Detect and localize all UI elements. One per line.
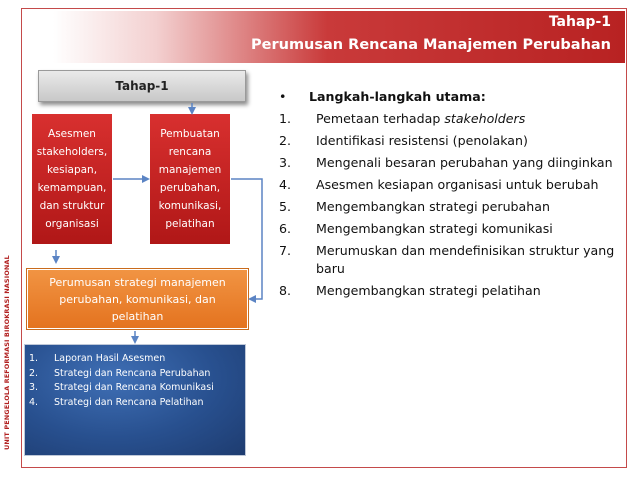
step-number: 1.	[279, 111, 292, 126]
side-organization-label: UNIT PENGELOLA REFORMASI BIROKRASI NASIONAL	[3, 255, 11, 450]
output-number: 1.	[29, 353, 39, 364]
step-text: Mengenali besaran perubahan yang diinginkan	[316, 155, 613, 170]
step-text: Mengembangkan strategi pelatihan	[316, 283, 541, 298]
output-text: Strategi dan Rencana Perubahan	[54, 367, 211, 379]
step-number: 7.	[279, 243, 292, 258]
output-number: 3.	[29, 382, 39, 393]
steps-heading	[279, 88, 623, 106]
plan-line: perubahan,	[159, 182, 221, 194]
step-item	[279, 220, 623, 238]
arrow-plan-to-strategy	[231, 179, 262, 299]
output-number: 4.	[29, 396, 39, 408]
step-number: 2.	[279, 133, 292, 148]
output-number: 2.	[29, 367, 39, 379]
step-text: Identifikasi resistensi (penolakan)	[316, 133, 528, 148]
step-item	[279, 132, 623, 150]
step-text: Mengembangkan strategi komunikasi	[316, 221, 553, 236]
steps-title: Langkah-langkah utama:	[309, 89, 486, 104]
step-number: 3.	[279, 155, 292, 170]
step-item	[279, 282, 623, 300]
plan-line: pelatihan	[165, 218, 215, 230]
output-text: Laporan Hasil Asesmen	[54, 353, 166, 364]
step-number: 4.	[279, 177, 292, 192]
output-text: Strategi dan Rencana Komunikasi	[54, 382, 214, 393]
plan-line: komunikasi,	[158, 200, 222, 212]
header-stage-title: Tahap-1	[548, 14, 611, 30]
step-text: Asesmen kesiapan organisasi untuk berubah	[316, 177, 599, 192]
plan-line: rencana	[168, 146, 212, 158]
plan-line: manajemen	[158, 164, 222, 176]
step-item	[279, 176, 623, 194]
step-text: Mengembangkan strategi perubahan	[316, 199, 550, 214]
step-item	[279, 110, 623, 128]
strategy-line: pelatihan	[111, 309, 164, 323]
strategy-line: perubahan, komunikasi, dan	[59, 292, 216, 306]
step-item	[279, 154, 623, 172]
output-text: Strategi dan Rencana Pelatihan	[54, 396, 204, 408]
assessment-line: kemampuan,	[37, 182, 107, 194]
assessment-line: kesiapan,	[46, 164, 98, 176]
strategy-line: Perumusan strategi manajemen	[49, 275, 226, 289]
step-text: Pemetaan terhadap stakeholders	[316, 111, 526, 126]
diagram-stage-tab: Tahap-1	[38, 70, 246, 102]
steps-bullet: •	[279, 89, 287, 104]
assessment-line: organisasi	[45, 218, 99, 230]
assessment-line: Asesmen	[48, 128, 96, 140]
assessment-line: dan struktur	[39, 200, 105, 212]
step-number: 8.	[279, 283, 292, 298]
step-number: 6.	[279, 221, 292, 236]
plan-line: Pembuatan	[160, 128, 220, 140]
header-main-title: Perumusan Rencana Manajemen Perubahan	[251, 37, 611, 53]
assessment-line: stakeholders,	[36, 146, 108, 158]
step-italic-term: stakeholders	[444, 111, 526, 126]
step-item	[279, 242, 623, 278]
step-item	[279, 198, 623, 216]
steps-list	[279, 88, 623, 304]
step-number: 5.	[279, 199, 292, 214]
step-text: Merumuskan dan mendefinisikan struktur yang baru	[316, 243, 615, 276]
